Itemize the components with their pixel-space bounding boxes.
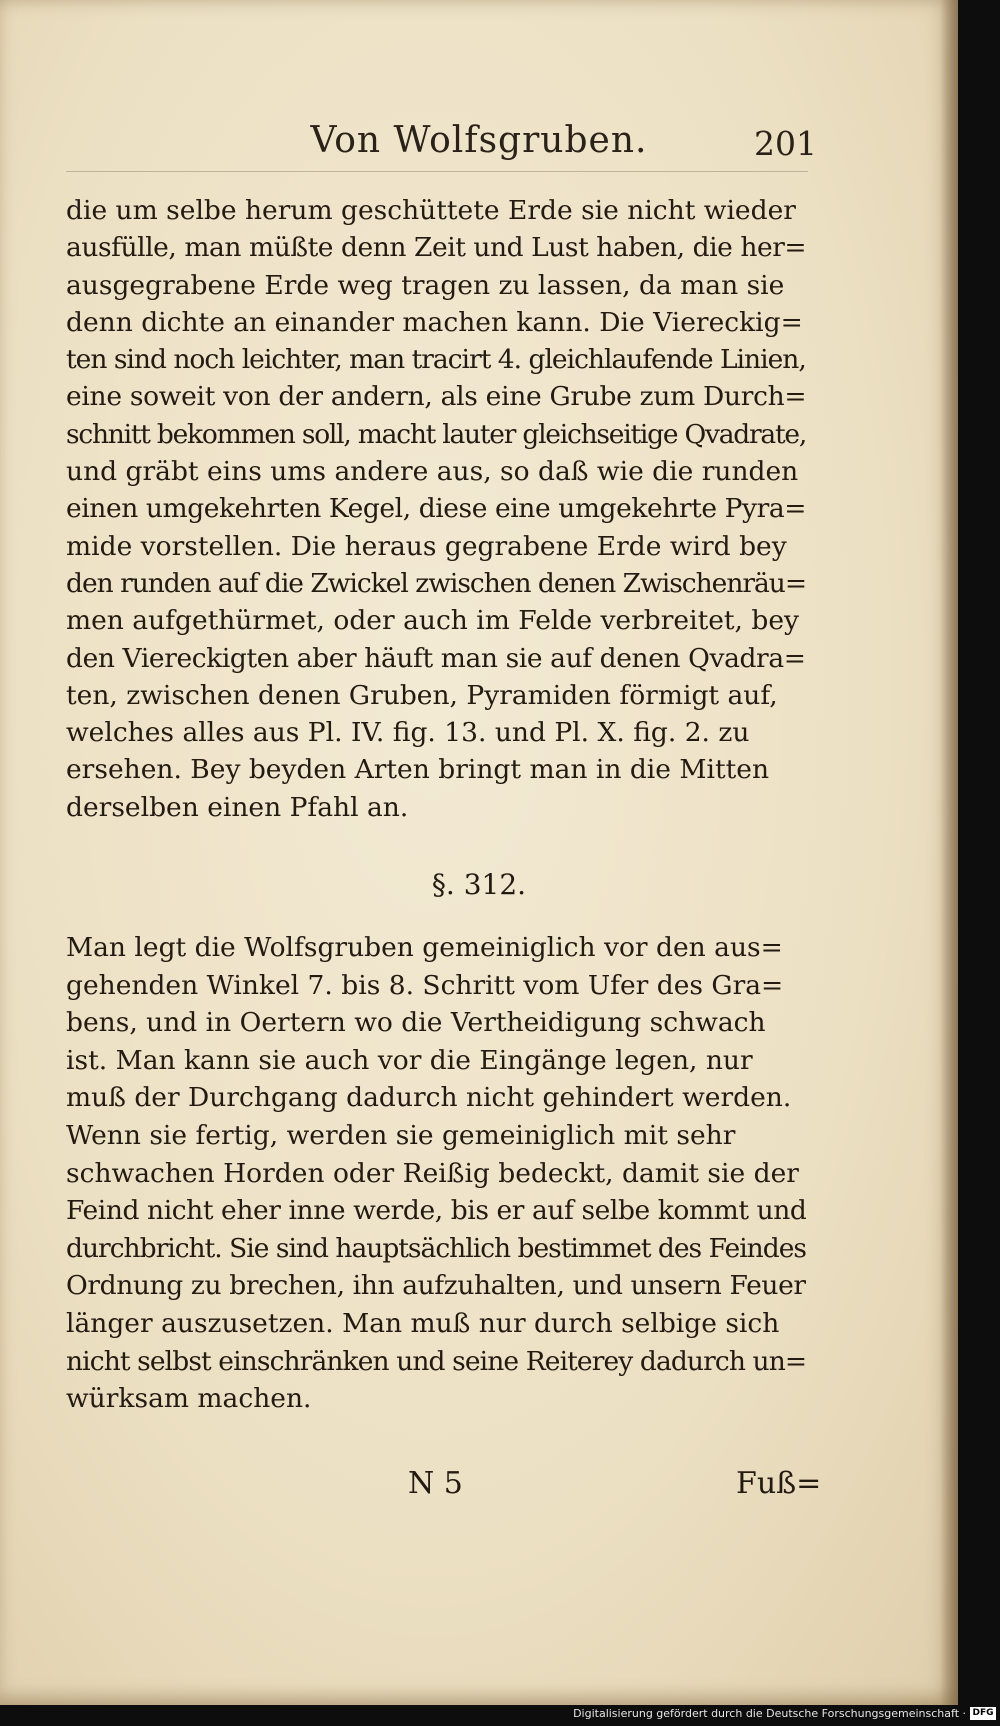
text-line: schwachen Horden oder Reißig bedeckt, damit sie der [66, 1157, 799, 1189]
text-line: nicht selbst einschränken und seine Reiterey dadurch un= [66, 1345, 806, 1377]
text-line: die um selbe herum geschüttete Erde sie nicht wieder [66, 195, 796, 226]
page-number: 201 [754, 124, 817, 163]
text-line: ausfülle, man müßte denn Zeit und Lust haben, die her= [66, 232, 806, 264]
text-line: bens, und in Oertern wo die Vertheidigung schwach [66, 1007, 766, 1039]
text-line: ersehen. Bey beyden Arten bringt man in die Mitten [66, 754, 770, 786]
text-line: gehenden Winkel 7. bis 8. Schritt vom Ufer des Gra= [66, 969, 784, 1001]
text-line: ten, zwischen denen Gruben, Pyramiden förmigt auf, [66, 679, 778, 711]
text-line: ten sind noch leichter, man tracirt 4. gleichlaufende Linien, [66, 344, 806, 376]
text-line: würksam machen. [66, 1383, 312, 1415]
text-line: muß der Durchgang dadurch nicht gehindert werden. [66, 1082, 792, 1114]
text-line: den runden auf die Zwickel zwischen denen Zwischenräu= [66, 567, 806, 599]
header-divider [66, 171, 808, 172]
page-edge-shadow [940, 0, 958, 1705]
text-line: den Viereckigten aber häuft man sie auf denen Qvadra= [66, 642, 806, 674]
text-line: länger auszusetzen. Man muß nur durch selbige sich [66, 1307, 780, 1339]
text-line: einen umgekehrten Kegel, diese eine umgekehrte Pyra= [66, 493, 806, 525]
text-line: Man legt die Wolfsgruben gemeiniglich vor den aus= [66, 932, 783, 963]
text-line: eine soweit von der andern, als eine Grube zum Durch= [66, 381, 806, 413]
text-line: Feind nicht eher inne werde, bis er auf selbe kommt und [66, 1195, 806, 1227]
text-line: durchbricht. Sie sind hauptsächlich bestimmet des Feindes [66, 1232, 806, 1264]
signature-mark: N 5 [408, 1466, 463, 1501]
paragraph-continuation [66, 192, 806, 826]
text-line: Ordnung zu brechen, ihn aufzuhalten, und unsern Feuer [66, 1270, 806, 1302]
text-line: denn dichte an einander machen kann. Die Viereckig= [66, 306, 803, 338]
text-line: schnitt bekommen soll, macht lauter gleichseitige Qvadrate, [66, 418, 806, 450]
digitization-credit: Digitalisierung gefördert durch die Deutsche Forschungsgemeinschaft · [573, 1707, 966, 1720]
catchword: Fuß= [736, 1466, 822, 1501]
text-line: Wenn sie fertig, werden sie gemeiniglich mit sehr [66, 1119, 736, 1151]
dfg-logo: DFG [970, 1707, 996, 1720]
text-line: derselben einen Pfahl an. [66, 791, 409, 823]
text-line: ausgegrabene Erde weg tragen zu lassen, da man sie [66, 269, 785, 301]
running-head: Von Wolfsgruben. [310, 120, 648, 161]
text-line: ist. Man kann sie auch vor die Eingänge legen, nur [66, 1044, 753, 1076]
text-line: mide vorstellen. Die heraus gegrabene Erde wird bey [66, 530, 787, 562]
text-line: und gräbt eins ums andere aus, so daß wie die runden [66, 456, 799, 488]
text-line: welches alles aus Pl. IV. fig. 13. und Pl. X. fig. 2. zu [66, 717, 750, 749]
section-heading: §. 312. [431, 868, 527, 901]
paragraph-section-312 [66, 929, 806, 1418]
text-line: men aufgethürmet, oder auch im Felde verbreitet, bey [66, 605, 800, 637]
